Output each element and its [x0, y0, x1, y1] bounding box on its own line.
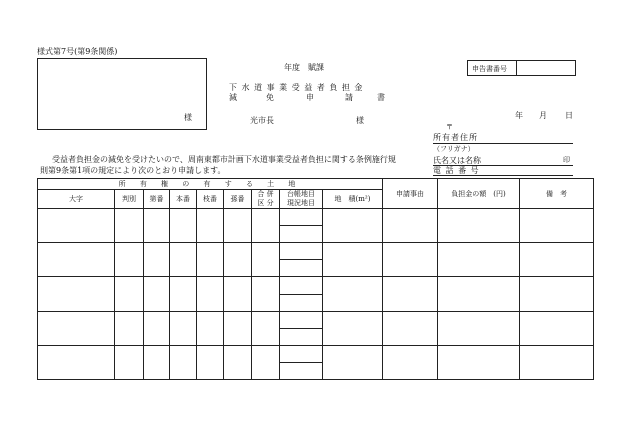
col-header-gappei: 合 併 区 分 [252, 190, 280, 209]
cell-chiseki[interactable] [323, 277, 383, 311]
col-header-daiji: 大字 [38, 190, 115, 209]
cell-daiban[interactable] [144, 311, 170, 345]
cell-honban[interactable] [170, 277, 197, 311]
cell-gappei[interactable] [252, 243, 280, 277]
date-month: 月 [539, 111, 547, 120]
address-box [37, 58, 207, 130]
col-header-reason: 申請事由 [383, 179, 438, 209]
cell-daiji[interactable] [38, 311, 115, 345]
cell-daiji[interactable] [38, 277, 115, 311]
cell-amount[interactable] [438, 277, 520, 311]
cell-ledger-category[interactable] [280, 243, 323, 260]
cell-ledger-category[interactable] [280, 277, 323, 294]
cell-keiban[interactable] [224, 345, 252, 379]
cell-gappei[interactable] [252, 209, 280, 243]
form-title-line2: 減 免 申 請 書 [229, 93, 385, 102]
cell-reason[interactable] [383, 243, 438, 277]
cell-daiban[interactable] [144, 277, 170, 311]
cell-current-category[interactable] [280, 362, 323, 379]
cell-edaban[interactable] [197, 311, 224, 345]
cell-gappei[interactable] [252, 345, 280, 379]
col-header-remarks: 備 考 [520, 179, 594, 209]
cell-keiban[interactable] [224, 277, 252, 311]
table-row [38, 243, 594, 260]
cell-gappei[interactable] [252, 311, 280, 345]
col-header-chimoku: 台帳地目 現況地目 [280, 190, 323, 209]
cell-chiseki[interactable] [323, 345, 383, 379]
cell-daiban[interactable] [144, 243, 170, 277]
cell-reason[interactable] [383, 277, 438, 311]
table-row [38, 277, 594, 294]
cell-amount[interactable] [438, 209, 520, 243]
cell-honban[interactable] [170, 243, 197, 277]
cell-hanbetsu[interactable] [115, 345, 144, 379]
owner-address-label: 所有者住所 [433, 133, 478, 142]
col-header-edaban: 枝番 [197, 190, 224, 209]
form-number: 様式第7号(第9条関係) [37, 47, 118, 56]
cell-ledger-category[interactable] [280, 209, 323, 226]
cell-remarks[interactable] [520, 277, 594, 311]
cell-remarks[interactable] [520, 209, 594, 243]
address-box-sama: 様 [184, 113, 192, 122]
date-year: 年 [515, 111, 523, 120]
form-title-line1: 下 水 道 事 業 受 益 者 負 担 金 [229, 83, 364, 92]
cell-chiseki[interactable] [323, 243, 383, 277]
cell-chiseki[interactable] [323, 209, 383, 243]
application-number-label: 申告書番号 [472, 65, 507, 73]
cell-hanbetsu[interactable] [115, 277, 144, 311]
cell-keiban[interactable] [224, 311, 252, 345]
application-number-label-cell [467, 60, 517, 76]
phone-label: 電 話 番 号 [433, 166, 480, 175]
body-text-line1: 受益者負担金の減免を受けたいので、周南東都市計画下水道事業受益者負担に関する条例施行規 [52, 155, 396, 164]
body-text-line2: 則第9条第1項の規定により次のとおり申請します。 [40, 166, 226, 175]
cell-edaban[interactable] [197, 345, 224, 379]
cell-reason[interactable] [383, 209, 438, 243]
furigana-label: （フリガナ） [433, 145, 475, 153]
cell-honban[interactable] [170, 311, 197, 345]
cell-daiji[interactable] [38, 209, 115, 243]
col-header-honban: 本番 [170, 190, 197, 209]
cell-current-category[interactable] [280, 328, 323, 345]
cell-gappei[interactable] [252, 277, 280, 311]
cell-current-category[interactable] [280, 260, 323, 277]
cell-daiji[interactable] [38, 243, 115, 277]
cell-ledger-category[interactable] [280, 345, 323, 362]
cell-current-category[interactable] [280, 226, 323, 243]
cell-reason[interactable] [383, 311, 438, 345]
table-row [38, 345, 594, 362]
cell-honban[interactable] [170, 345, 197, 379]
application-number-field[interactable] [516, 60, 576, 76]
cell-keiban[interactable] [224, 209, 252, 243]
seal-mark: 印 [563, 156, 570, 164]
cell-amount[interactable] [438, 345, 520, 379]
col-header-chiseki: 地 積(m²) [323, 190, 383, 209]
cell-daiji[interactable] [38, 345, 115, 379]
date-day: 日 [565, 111, 573, 120]
cell-edaban[interactable] [197, 243, 224, 277]
fiscal-year: 年度 賦課 [284, 63, 324, 72]
cell-hanbetsu[interactable] [115, 243, 144, 277]
cell-honban[interactable] [170, 209, 197, 243]
table-row [38, 209, 594, 226]
cell-edaban[interactable] [197, 209, 224, 243]
cell-reason[interactable] [383, 345, 438, 379]
cell-hanbetsu[interactable] [115, 209, 144, 243]
postal-mark: 〒 [446, 123, 453, 131]
cell-remarks[interactable] [520, 345, 594, 379]
cell-chiseki[interactable] [323, 311, 383, 345]
land-group-header: 所 有 権 の 有 す る 土 地 [38, 179, 383, 190]
cell-remarks[interactable] [520, 311, 594, 345]
land-table [37, 178, 594, 380]
owner-name-label: 氏名又は名称 [433, 156, 481, 165]
col-header-daiban: 第番 [144, 190, 170, 209]
col-header-hanbetsu: 判別 [115, 190, 144, 209]
cell-daiban[interactable] [144, 209, 170, 243]
cell-edaban[interactable] [197, 277, 224, 311]
cell-remarks[interactable] [520, 243, 594, 277]
cell-amount[interactable] [438, 243, 520, 277]
cell-hanbetsu[interactable] [115, 311, 144, 345]
cell-daiban[interactable] [144, 345, 170, 379]
phone-line[interactable] [433, 175, 573, 176]
col-header-amount: 負担金の額 (円) [438, 179, 520, 209]
mayor-sama: 様 [356, 116, 364, 125]
mayor-label: 光市長 [250, 116, 274, 125]
col-header-keiban: 孫番 [224, 190, 252, 209]
cell-amount[interactable] [438, 311, 520, 345]
cell-current-category[interactable] [280, 294, 323, 311]
cell-ledger-category[interactable] [280, 311, 323, 328]
cell-keiban[interactable] [224, 243, 252, 277]
table-row [38, 311, 594, 328]
